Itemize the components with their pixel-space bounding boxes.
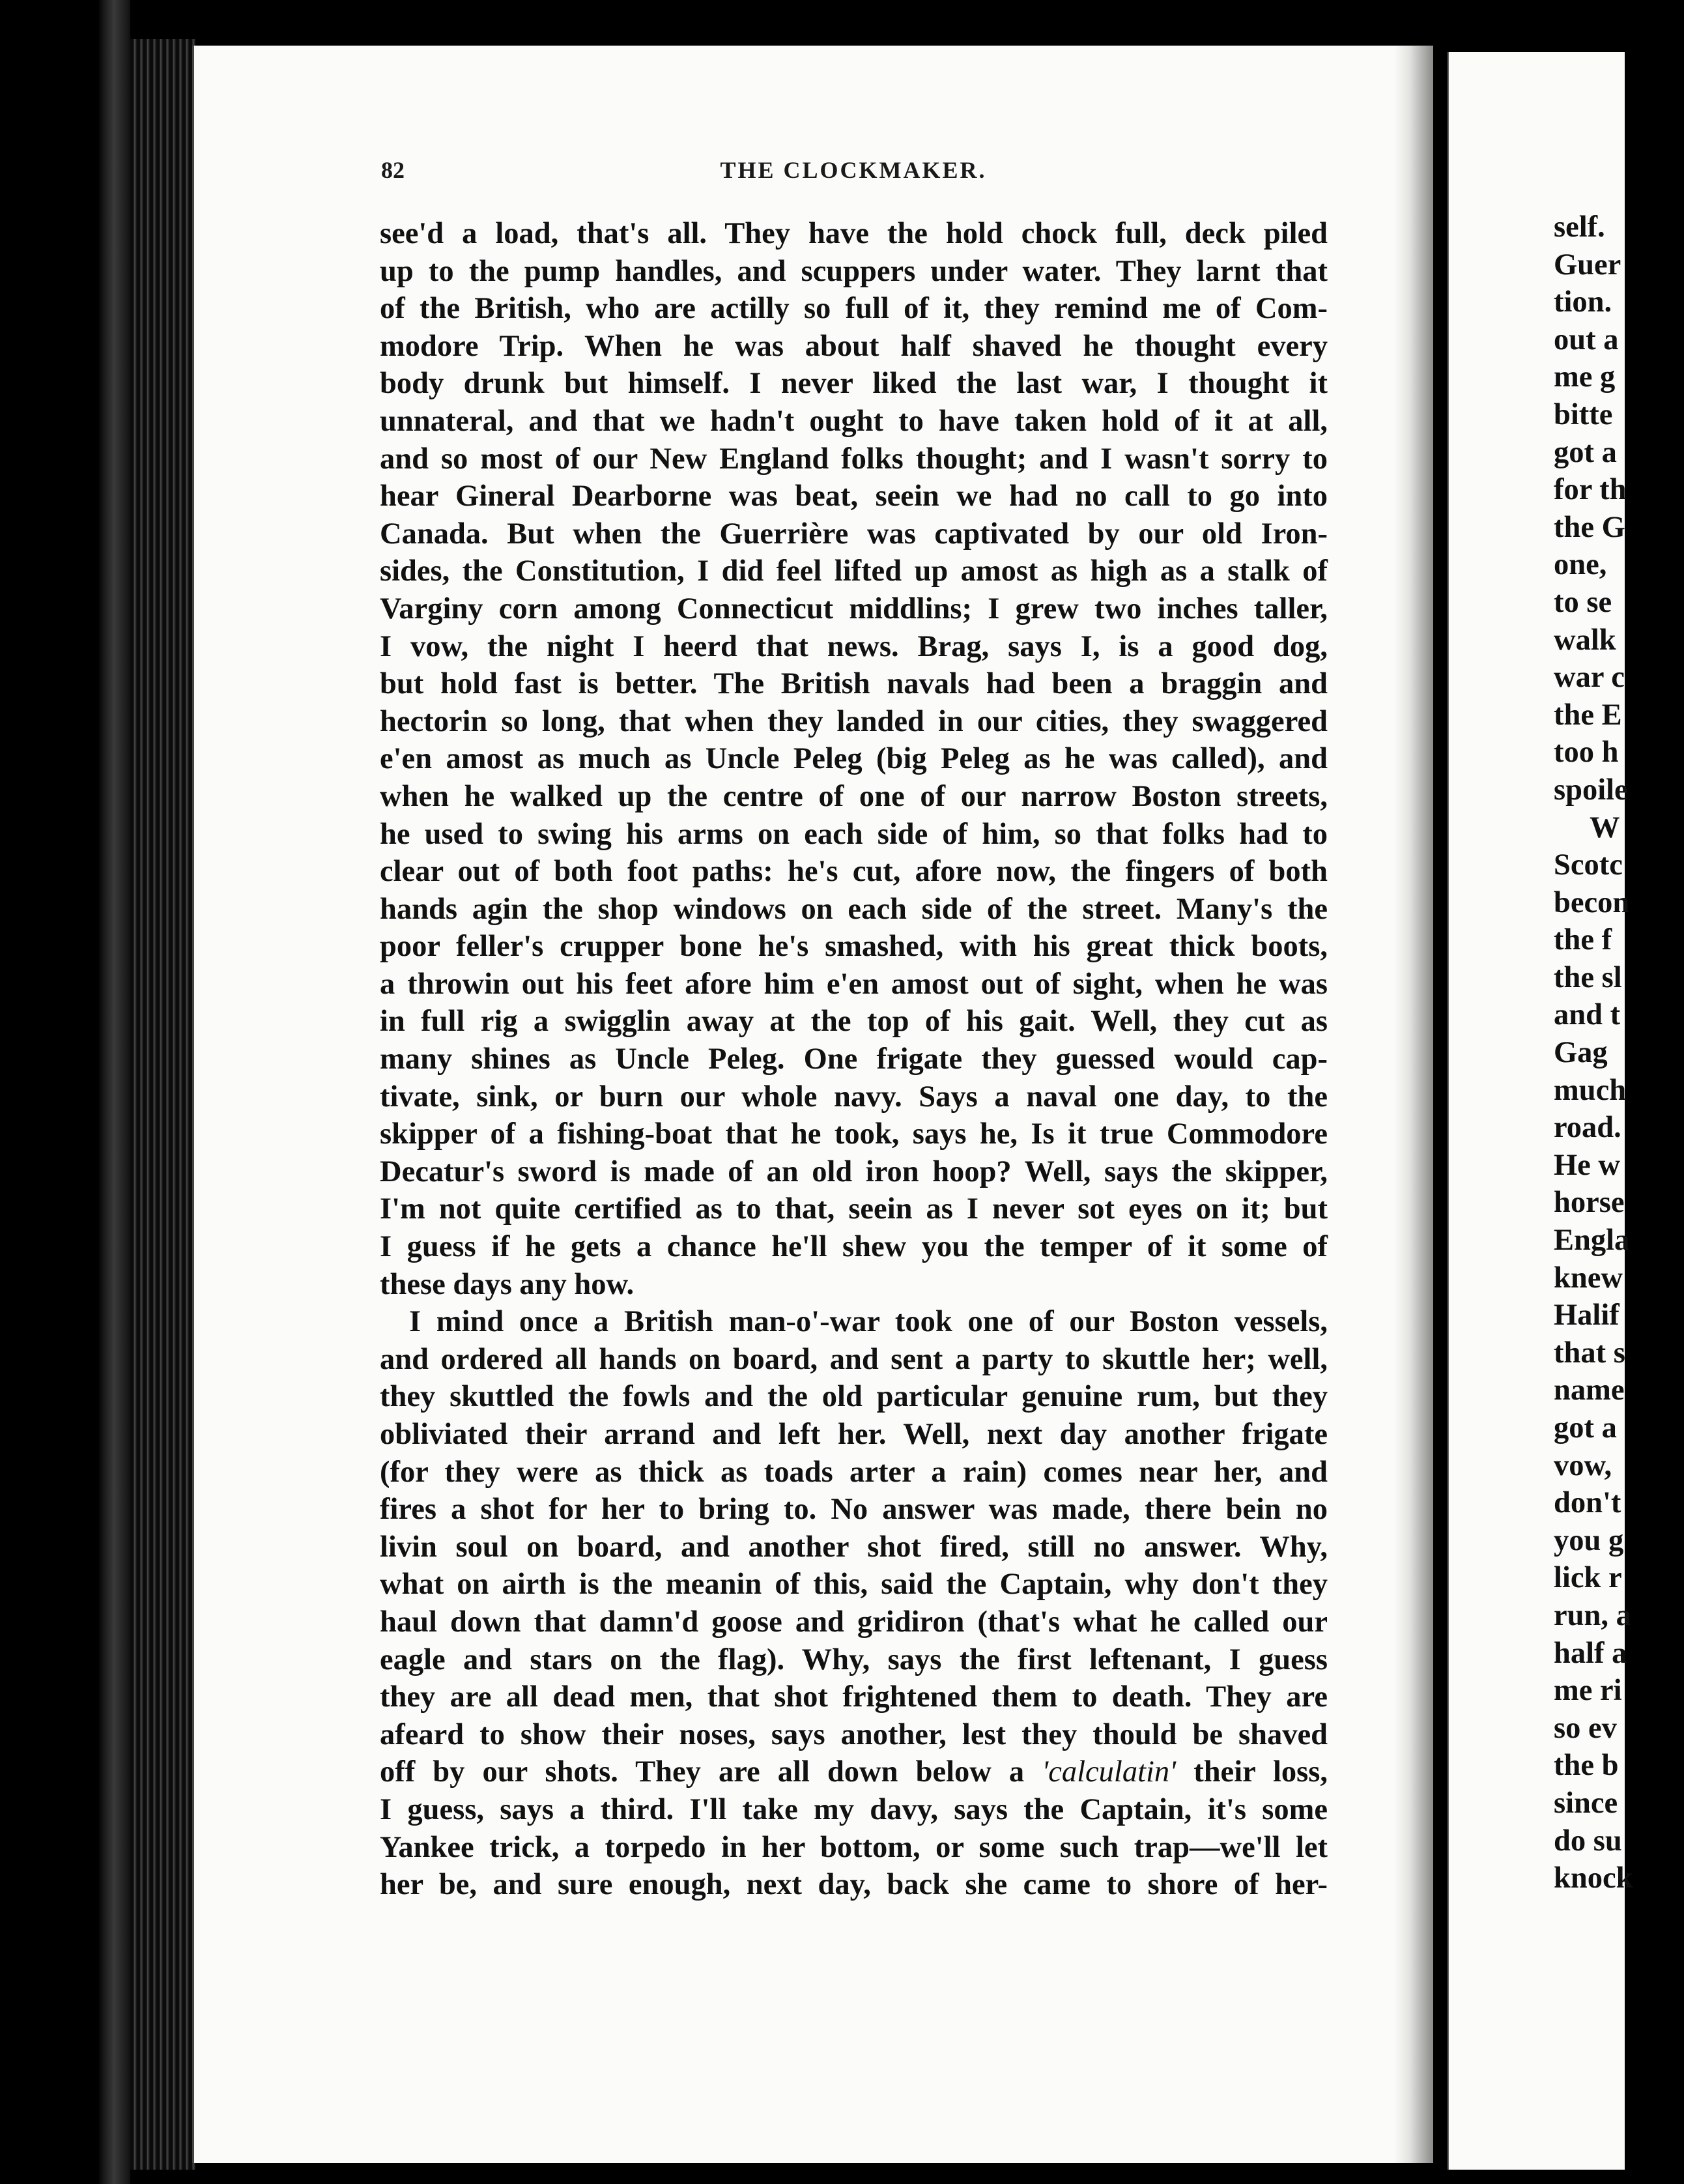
next-page-line: W bbox=[1590, 811, 1620, 844]
text-line: eagle and stars on the flag). Why, says the first leftenant, I guess bbox=[380, 1643, 1328, 1676]
next-page-line: don't bbox=[1554, 1486, 1621, 1520]
text-line: unnateral, and that we hadn't ought to have taken hold of it at all, bbox=[380, 404, 1328, 438]
text-line: Decatur's sword is made of an old iron hoop? Well, says the skipper, bbox=[380, 1155, 1328, 1188]
next-page-line: knew bbox=[1554, 1261, 1623, 1295]
next-page-line: the sl bbox=[1554, 960, 1622, 994]
text-line: fires a shot for her to bring to. No answer was made, there bein no bbox=[380, 1493, 1328, 1527]
text-line: livin soul on board, and another shot fired, still no answer. Why, bbox=[380, 1530, 1328, 1564]
text-line: and ordered all hands on board, and sent a party to skuttle her; well, bbox=[380, 1342, 1328, 1376]
next-page-line: Scotc bbox=[1554, 848, 1623, 882]
next-page-line: since bbox=[1554, 1786, 1618, 1820]
next-page-line: to se bbox=[1554, 585, 1612, 619]
text-line: I'm not quite certified as to that, seein as I never sot eyes on it; but bbox=[380, 1192, 1328, 1226]
text-line: but hold fast is better. The British navals had been a braggin and bbox=[380, 667, 1328, 701]
next-page-line: run, a bbox=[1554, 1598, 1631, 1632]
next-page-line: half a bbox=[1554, 1636, 1627, 1670]
page-header bbox=[381, 156, 1326, 195]
next-page-line: tion. bbox=[1554, 285, 1612, 319]
next-page-line: and t bbox=[1554, 998, 1621, 1032]
text-line: he used to swing his arms on each side of him, so that folks had to bbox=[380, 817, 1328, 851]
next-page-line: the b bbox=[1554, 1749, 1619, 1783]
page-gutter-shadow bbox=[1394, 46, 1433, 2163]
next-page-line: me g bbox=[1554, 360, 1616, 394]
text-line: they are all dead men, that shot frightened them to death. They are bbox=[380, 1680, 1328, 1714]
text-line: (for they were as thick as toads arter a rain) comes near her, and bbox=[380, 1455, 1328, 1489]
next-page-line: bitte bbox=[1554, 397, 1613, 431]
text-line: off by our shots. They are all down below a 'calculatin' their loss, bbox=[380, 1755, 1328, 1789]
page-gap bbox=[1433, 46, 1448, 2170]
text-line: and so most of our New England folks thought; and I wasn't sorry to bbox=[380, 442, 1328, 476]
next-page-line: me ri bbox=[1554, 1674, 1622, 1708]
text-line: hear Gineral Dearborne was beat, seein we had no call to go into bbox=[380, 480, 1328, 513]
next-page-line: much bbox=[1554, 1073, 1627, 1107]
next-page-line: spoile bbox=[1554, 773, 1628, 807]
next-page-line: Halif bbox=[1554, 1299, 1620, 1332]
next-page-line: horse bbox=[1554, 1186, 1625, 1220]
next-page-line: out a bbox=[1554, 323, 1619, 356]
text-line: e'en amost as much as Uncle Peleg (big Peleg as he was called), and bbox=[380, 742, 1328, 776]
text-line: afeard to show their noses, says another, lest they thould be shaved bbox=[380, 1717, 1328, 1751]
next-page-line: the G bbox=[1554, 510, 1625, 544]
next-page-line: you g bbox=[1554, 1523, 1624, 1557]
next-page-line: Gag bbox=[1554, 1036, 1608, 1070]
text-line: poor feller's crupper bone he's smashed, with his great thick boots, bbox=[380, 930, 1328, 964]
next-page-line: self. bbox=[1554, 210, 1605, 244]
page-edges bbox=[130, 39, 195, 2170]
next-page-line: war c bbox=[1554, 661, 1625, 695]
text-line: what on airth is the meanin of this, said the Captain, why don't they bbox=[380, 1568, 1328, 1602]
text-line: many shines as Uncle Peleg. One frigate they guessed would cap- bbox=[380, 1042, 1328, 1076]
text-line: Yankee trick, a torpedo in her bottom, or some such trap—we'll let bbox=[380, 1830, 1328, 1864]
text-line: in full rig a swigglin away at the top of his gait. Well, they cut as bbox=[380, 1005, 1328, 1039]
next-page-line: the f bbox=[1554, 923, 1612, 957]
text-line: when he walked up the centre of one of our narrow Boston streets, bbox=[380, 779, 1328, 813]
next-page-line: one, bbox=[1554, 548, 1607, 582]
next-page-line: do su bbox=[1554, 1824, 1622, 1858]
italic-word: 'calculatin' bbox=[1042, 1755, 1177, 1789]
text-line: a throwin out his feet afore him e'en amost out of sight, when he was bbox=[380, 967, 1328, 1001]
text-line: up to the pump handles, and scuppers under water. They larnt that bbox=[380, 254, 1328, 288]
next-page-line: too h bbox=[1554, 736, 1619, 769]
next-page-line: road. bbox=[1554, 1111, 1621, 1145]
next-page-line: for th bbox=[1554, 473, 1627, 507]
next-page-line: got a bbox=[1554, 1411, 1617, 1444]
text-line: hectorin so long, that when they landed in our cities, they swaggered bbox=[380, 704, 1328, 738]
book-spine bbox=[98, 0, 130, 2184]
text-line: sides, the Constitution, I did feel lifted up amost as high as a stalk of bbox=[380, 554, 1328, 588]
text-line: I vow, the night I heerd that news. Brag, says I, is a good dog, bbox=[380, 629, 1328, 663]
text-line: I guess if he gets a chance he'll shew you the temper of it some of bbox=[380, 1230, 1328, 1264]
text-line: Varginy corn among Connecticut middlins; I grew two inches taller, bbox=[380, 592, 1328, 625]
next-page-line: the E bbox=[1554, 698, 1622, 732]
page-body-text bbox=[380, 215, 1328, 1904]
text-line: body drunk but himself. I never liked the last war, I thought it bbox=[380, 367, 1328, 401]
text-line: of the British, who are actilly so full of it, they remind me of Com- bbox=[380, 292, 1328, 326]
text-line: obliviated their arrand and left her. Well, next day another frigate bbox=[380, 1418, 1328, 1451]
next-page-line: vow, bbox=[1554, 1448, 1612, 1482]
text-line: tivate, sink, or burn our whole navy. Says a naval one day, to the bbox=[380, 1080, 1328, 1114]
text-line: her be, and sure enough, next day, back she came to shore of her- bbox=[380, 1868, 1328, 1902]
text-line: modore Trip. When he was about half shaved he thought every bbox=[380, 329, 1328, 363]
next-page-line: lick r bbox=[1554, 1561, 1622, 1595]
next-page-line: walk bbox=[1554, 623, 1616, 657]
text-line: see'd a load, that's all. They have the hold chock full, deck piled bbox=[380, 217, 1328, 250]
next-page-line: so ev bbox=[1554, 1711, 1617, 1745]
page-number: 82 bbox=[381, 157, 405, 183]
next-page-line: got a bbox=[1554, 435, 1617, 469]
running-title: THE CLOCKMAKER. bbox=[720, 157, 987, 183]
text-line: hands agin the shop windows on each side of the street. Many's the bbox=[380, 892, 1328, 926]
next-page-line: that s bbox=[1554, 1336, 1625, 1370]
next-page-line: becon bbox=[1554, 885, 1630, 919]
text-line: haul down that damn'd goose and gridiron (that's what he called our bbox=[380, 1605, 1328, 1639]
next-page-line: He w bbox=[1554, 1148, 1621, 1182]
text-line: they skuttled the fowls and the old particular genuine rum, but they bbox=[380, 1380, 1328, 1414]
next-page-line: Engla bbox=[1554, 1224, 1630, 1257]
next-page-line: knock bbox=[1554, 1861, 1633, 1895]
next-page-line: name bbox=[1554, 1373, 1625, 1407]
text-line: Canada. But when the Guerrière was captivated by our old Iron- bbox=[380, 517, 1328, 551]
next-page-line: Guer bbox=[1554, 248, 1621, 281]
text-line: I mind once a British man-o'-war took one of our Boston vessels, bbox=[409, 1305, 1328, 1339]
next-page-text bbox=[1554, 208, 1684, 1897]
text-line: clear out of both foot paths: he's cut, afore now, the fingers of both bbox=[380, 855, 1328, 889]
text-line: skipper of a fishing-boat that he took, says he, Is it true Commodore bbox=[380, 1117, 1328, 1151]
text-line: I guess, says a third. I'll take my davy, says the Captain, it's some bbox=[380, 1792, 1328, 1826]
text-line: these days any how. bbox=[380, 1267, 635, 1301]
